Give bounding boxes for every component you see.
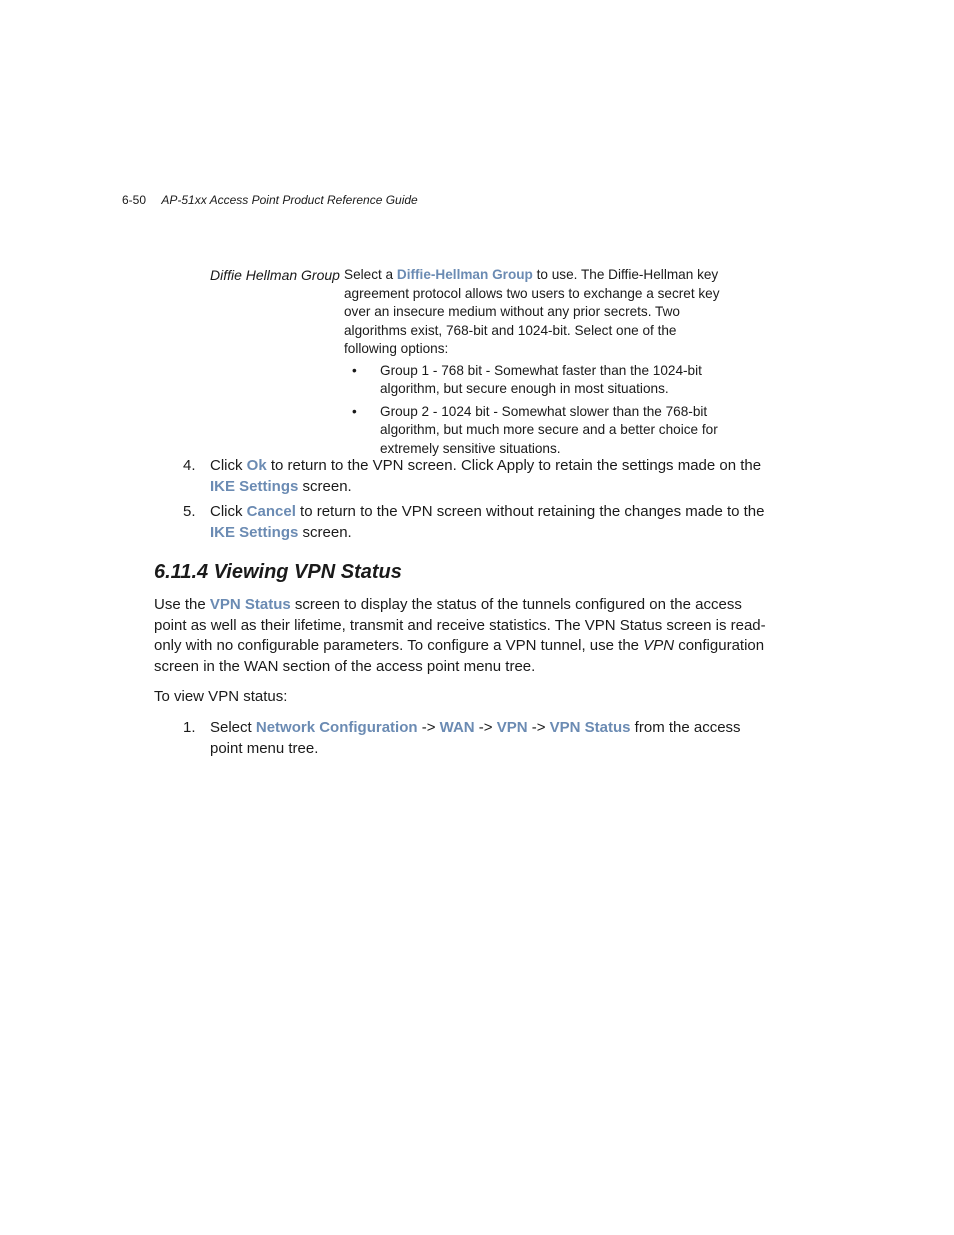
step-1 (183, 717, 768, 759)
bullet-icon: • (352, 403, 357, 419)
step-5 (183, 501, 768, 543)
lead-in-text: To view VPN status: (154, 688, 288, 705)
section-heading: 6.11.4 Viewing VPN Status (154, 561, 402, 583)
keyword-diffie-hellman-group: Diffie-Hellman Group (396, 267, 533, 282)
step-number: 4. (183, 457, 196, 474)
keyword-network-configuration: Network Configuration (255, 719, 418, 736)
bullet-text: Group 1 - 768 bit - Somewhat faster than the 1024-bit algorithm, but secure enough in most situations. (380, 362, 702, 396)
keyword-vpn: VPN (496, 719, 528, 736)
step-text: Select Network Configuration -> WAN -> VPN -> VPN Status from the access point menu tree. (210, 719, 741, 757)
keyword-ok: Ok (246, 457, 267, 474)
keyword-ike-settings: IKE Settings (210, 524, 299, 541)
bullet-icon: • (352, 362, 357, 378)
step-number: 1. (183, 719, 196, 736)
step-text: Click Cancel to return to the VPN screen without retaining the changes made to the IKE Settings screen. (210, 503, 765, 541)
keyword-vpn-status: VPN Status (549, 719, 631, 736)
guide-title: AP-51xx Access Point Product Reference Guide (161, 193, 418, 207)
emphasis-vpn: VPN (643, 637, 675, 654)
step-number: 5. (183, 503, 196, 520)
bullet-item (344, 362, 729, 399)
keyword-wan: WAN (439, 719, 475, 736)
keyword-ike-settings: IKE Settings (210, 478, 299, 495)
bullet-text: Group 2 - 1024 bit - Somewhat slower than the 768-bit algorithm, but much more secure and a better choice for extremely sensitive situations. (380, 403, 718, 456)
keyword-cancel: Cancel (246, 503, 296, 520)
step-4 (183, 455, 768, 497)
intro-paragraph: Use the VPN Status screen to display the status of the tunnels configured on the access point as well as their lifetime, transmit and receive statistics. The VPN Status screen is read-only with no configurable parameters. To configure a VPN tunnel, use the VPN configuration screen in the WAN section of the access point menu tree. (154, 596, 766, 675)
page-number: 6-50 (122, 193, 147, 207)
parameter-description-text: Select a Diffie-Hellman Group to use. The Diffie-Hellman key agreement protocol allows two users to exchange a secret key over an insecure medium without any prior secrets. Two algorithms exist, 768-bit and 1024-bit. Select one of the following options: (344, 267, 720, 356)
bullet-item (344, 403, 729, 459)
running-header (122, 192, 418, 208)
keyword-vpn-status: VPN Status (209, 596, 291, 613)
step-text: Click Ok to return to the VPN screen. Click Apply to retain the settings made on the IKE Settings screen. (210, 457, 762, 495)
parameter-name: Diffie Hellman Group (210, 267, 340, 283)
parameter-description (344, 266, 729, 458)
